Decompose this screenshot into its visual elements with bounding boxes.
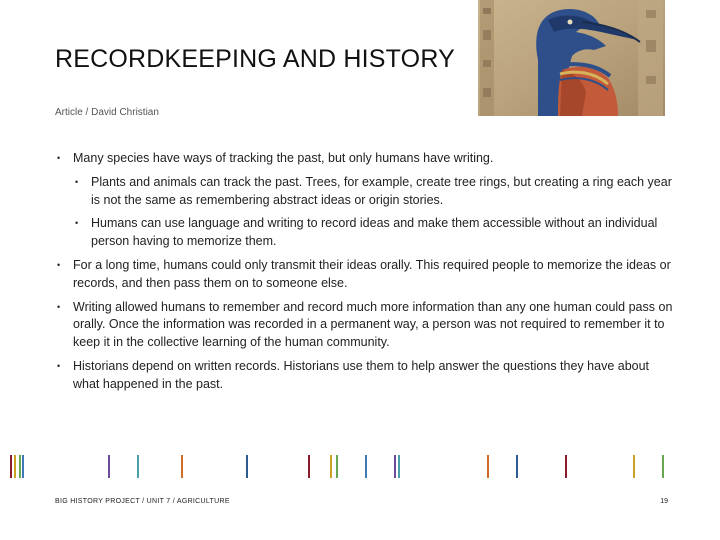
decorative-stripe	[22, 455, 24, 478]
decorative-stripe	[565, 455, 567, 478]
sub-bullet-item	[73, 215, 675, 251]
page-title: RECORDKEEPING AND HISTORY	[55, 45, 455, 73]
decorative-stripe	[394, 455, 396, 478]
footer-label: BIG HISTORY PROJECT / UNIT 7 / AGRICULTURE	[55, 498, 230, 505]
bullet-text: Historians depend on written records. Historians use them to help answer the questions they have about what happened in the past.	[73, 358, 650, 391]
decorative-stripe	[308, 455, 310, 478]
bullet-marker: •	[75, 176, 79, 187]
article-content	[55, 150, 675, 400]
bullet-item	[55, 150, 675, 251]
decorative-stripe	[398, 455, 400, 478]
page-number: 19	[660, 498, 668, 505]
decorative-stripe	[14, 455, 16, 478]
article-byline: Article / David Christian	[55, 107, 159, 118]
bullet-text: For a long time, humans could only transmit their ideas orally. This required people to memorize the ideas or records, and then pass them on to someone else.	[73, 257, 671, 290]
bullet-item	[55, 358, 675, 394]
bullet-item	[55, 299, 675, 352]
egyptian-relief-image	[478, 0, 665, 116]
decorative-stripe	[487, 455, 489, 478]
decorative-stripe	[108, 455, 110, 478]
decorative-stripe	[137, 455, 139, 478]
bullet-list	[55, 150, 675, 394]
decorative-stripe	[246, 455, 248, 478]
bullet-marker: •	[57, 360, 61, 371]
bullet-text: Writing allowed humans to remember and record much more information than any one human could pass on orally. Once the information was recorded in a permanent way, a person was not required to remember it to keep it in the collective learning of the human community.	[73, 299, 673, 350]
decorative-stripe	[10, 455, 12, 478]
decorative-stripe-band	[0, 454, 720, 480]
bullet-marker: •	[57, 153, 61, 163]
decorative-stripe	[19, 455, 21, 478]
decorative-stripe	[181, 455, 183, 478]
sub-bullet-item	[73, 174, 675, 210]
bullet-marker: •	[57, 301, 61, 312]
bullet-text: Many species have ways of tracking the past, but only humans have writing.	[73, 151, 494, 165]
decorative-stripe	[365, 455, 367, 478]
sub-bullet-text: Plants and animals can track the past. Trees, for example, create tree rings, but creating a ring each year is not the same as remembering abstract ideas or origin stories.	[91, 174, 672, 207]
sub-bullet-list	[73, 174, 675, 251]
decorative-stripe	[330, 455, 332, 478]
bullet-marker: •	[57, 259, 61, 270]
decorative-stripe	[662, 455, 664, 478]
sub-bullet-text: Humans can use language and writing to record ideas and make them accessible without an individual person having to memorize them.	[91, 216, 658, 249]
decorative-stripe	[516, 455, 518, 478]
decorative-stripe	[633, 455, 635, 478]
bullet-marker: •	[75, 218, 79, 229]
decorative-stripe	[336, 455, 338, 478]
bullet-item	[55, 257, 675, 293]
